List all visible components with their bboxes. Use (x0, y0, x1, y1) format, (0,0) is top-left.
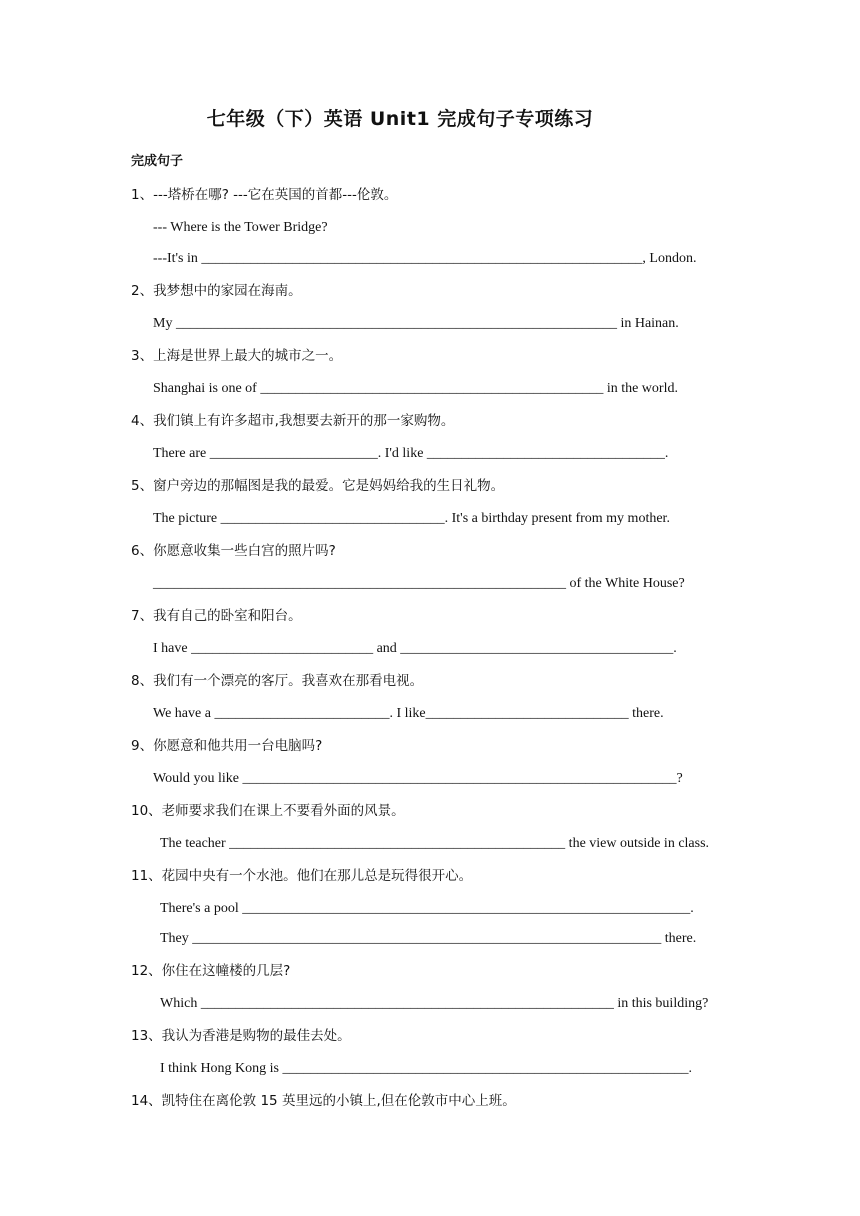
question-10-chinese: 10、老师要求我们在课上不要看外面的风景。 (131, 803, 405, 819)
question-7-english-line-1: I have __________________________ and _______________________________________. (153, 641, 677, 656)
question-10-english-line-1: The teacher ________________________________________________ the view outside in class. (160, 836, 710, 851)
question-3-english-line-1: Shanghai is one of _________________________________________________ in the world. (153, 381, 678, 396)
question-5-english-line-1: The picture ________________________________. It's a birthday present from my mother. (153, 511, 670, 526)
question-13-chinese: 13、我认为香港是购物的最佳去处。 (131, 1028, 351, 1044)
question-12-chinese: 12、你住在这幢楼的几层? (131, 963, 291, 979)
question-9-english-line-1: Would you like ______________________________________________________________? (153, 771, 683, 786)
question-8-english-line-1: We have a _________________________. I like_____________________________ there. (153, 706, 664, 721)
question-2-english-line-1: My _______________________________________________________________ in Hainan. (153, 316, 679, 331)
question-1-english-line-1: --- Where is the Tower Bridge? (153, 220, 328, 235)
question-13-english-line-1: I think Hong Kong is __________________________________________________________. (160, 1061, 692, 1076)
question-4-chinese: 4、我们镇上有许多超市,我想要去新开的那一家购物。 (131, 413, 455, 429)
question-8-chinese: 8、我们有一个漂亮的客厅。我喜欢在那看电视。 (131, 673, 424, 689)
question-9-chinese: 9、你愿意和他共用一台电脑吗? (131, 738, 323, 754)
question-11-chinese: 11、花园中央有一个水池。他们在那儿总是玩得很开心。 (131, 868, 473, 884)
question-6-chinese: 6、你愿意收集一些白宫的照片吗? (131, 543, 336, 559)
question-14-chinese: 14、凯特住在离伦敦 15 英里远的小镇上,但在伦敦市中心上班。 (131, 1093, 516, 1109)
question-1-english-line-2: ---It's in _______________________________________________________________, London. (153, 251, 697, 266)
section-heading: 完成句子 (131, 154, 184, 169)
question-11-english-line-2: They ___________________________________________________________________ there. (160, 931, 697, 946)
page-title: 七年级（下）英语 Unit1 完成句子专项练习 (206, 108, 594, 130)
question-4-english-line-1: There are ________________________. I'd like __________________________________. (153, 446, 669, 461)
question-6-english-line-1: ___________________________________________________________ of the White House? (153, 576, 685, 591)
question-1-chinese: 1、---塔桥在哪? ---它在英国的首都---伦敦。 (131, 187, 398, 203)
question-3-chinese: 3、上海是世界上最大的城市之一。 (131, 348, 343, 364)
question-11-english-line-1: There's a pool ________________________________________________________________. (160, 901, 694, 916)
question-2-chinese: 2、我梦想中的家园在海南。 (131, 283, 302, 299)
question-5-chinese: 5、窗户旁边的那幅图是我的最爱。它是妈妈给我的生日礼物。 (131, 478, 505, 494)
question-7-chinese: 7、我有自己的卧室和阳台。 (131, 608, 302, 624)
question-12-english-line-1: Which ___________________________________________________________ in this building? (160, 996, 709, 1011)
